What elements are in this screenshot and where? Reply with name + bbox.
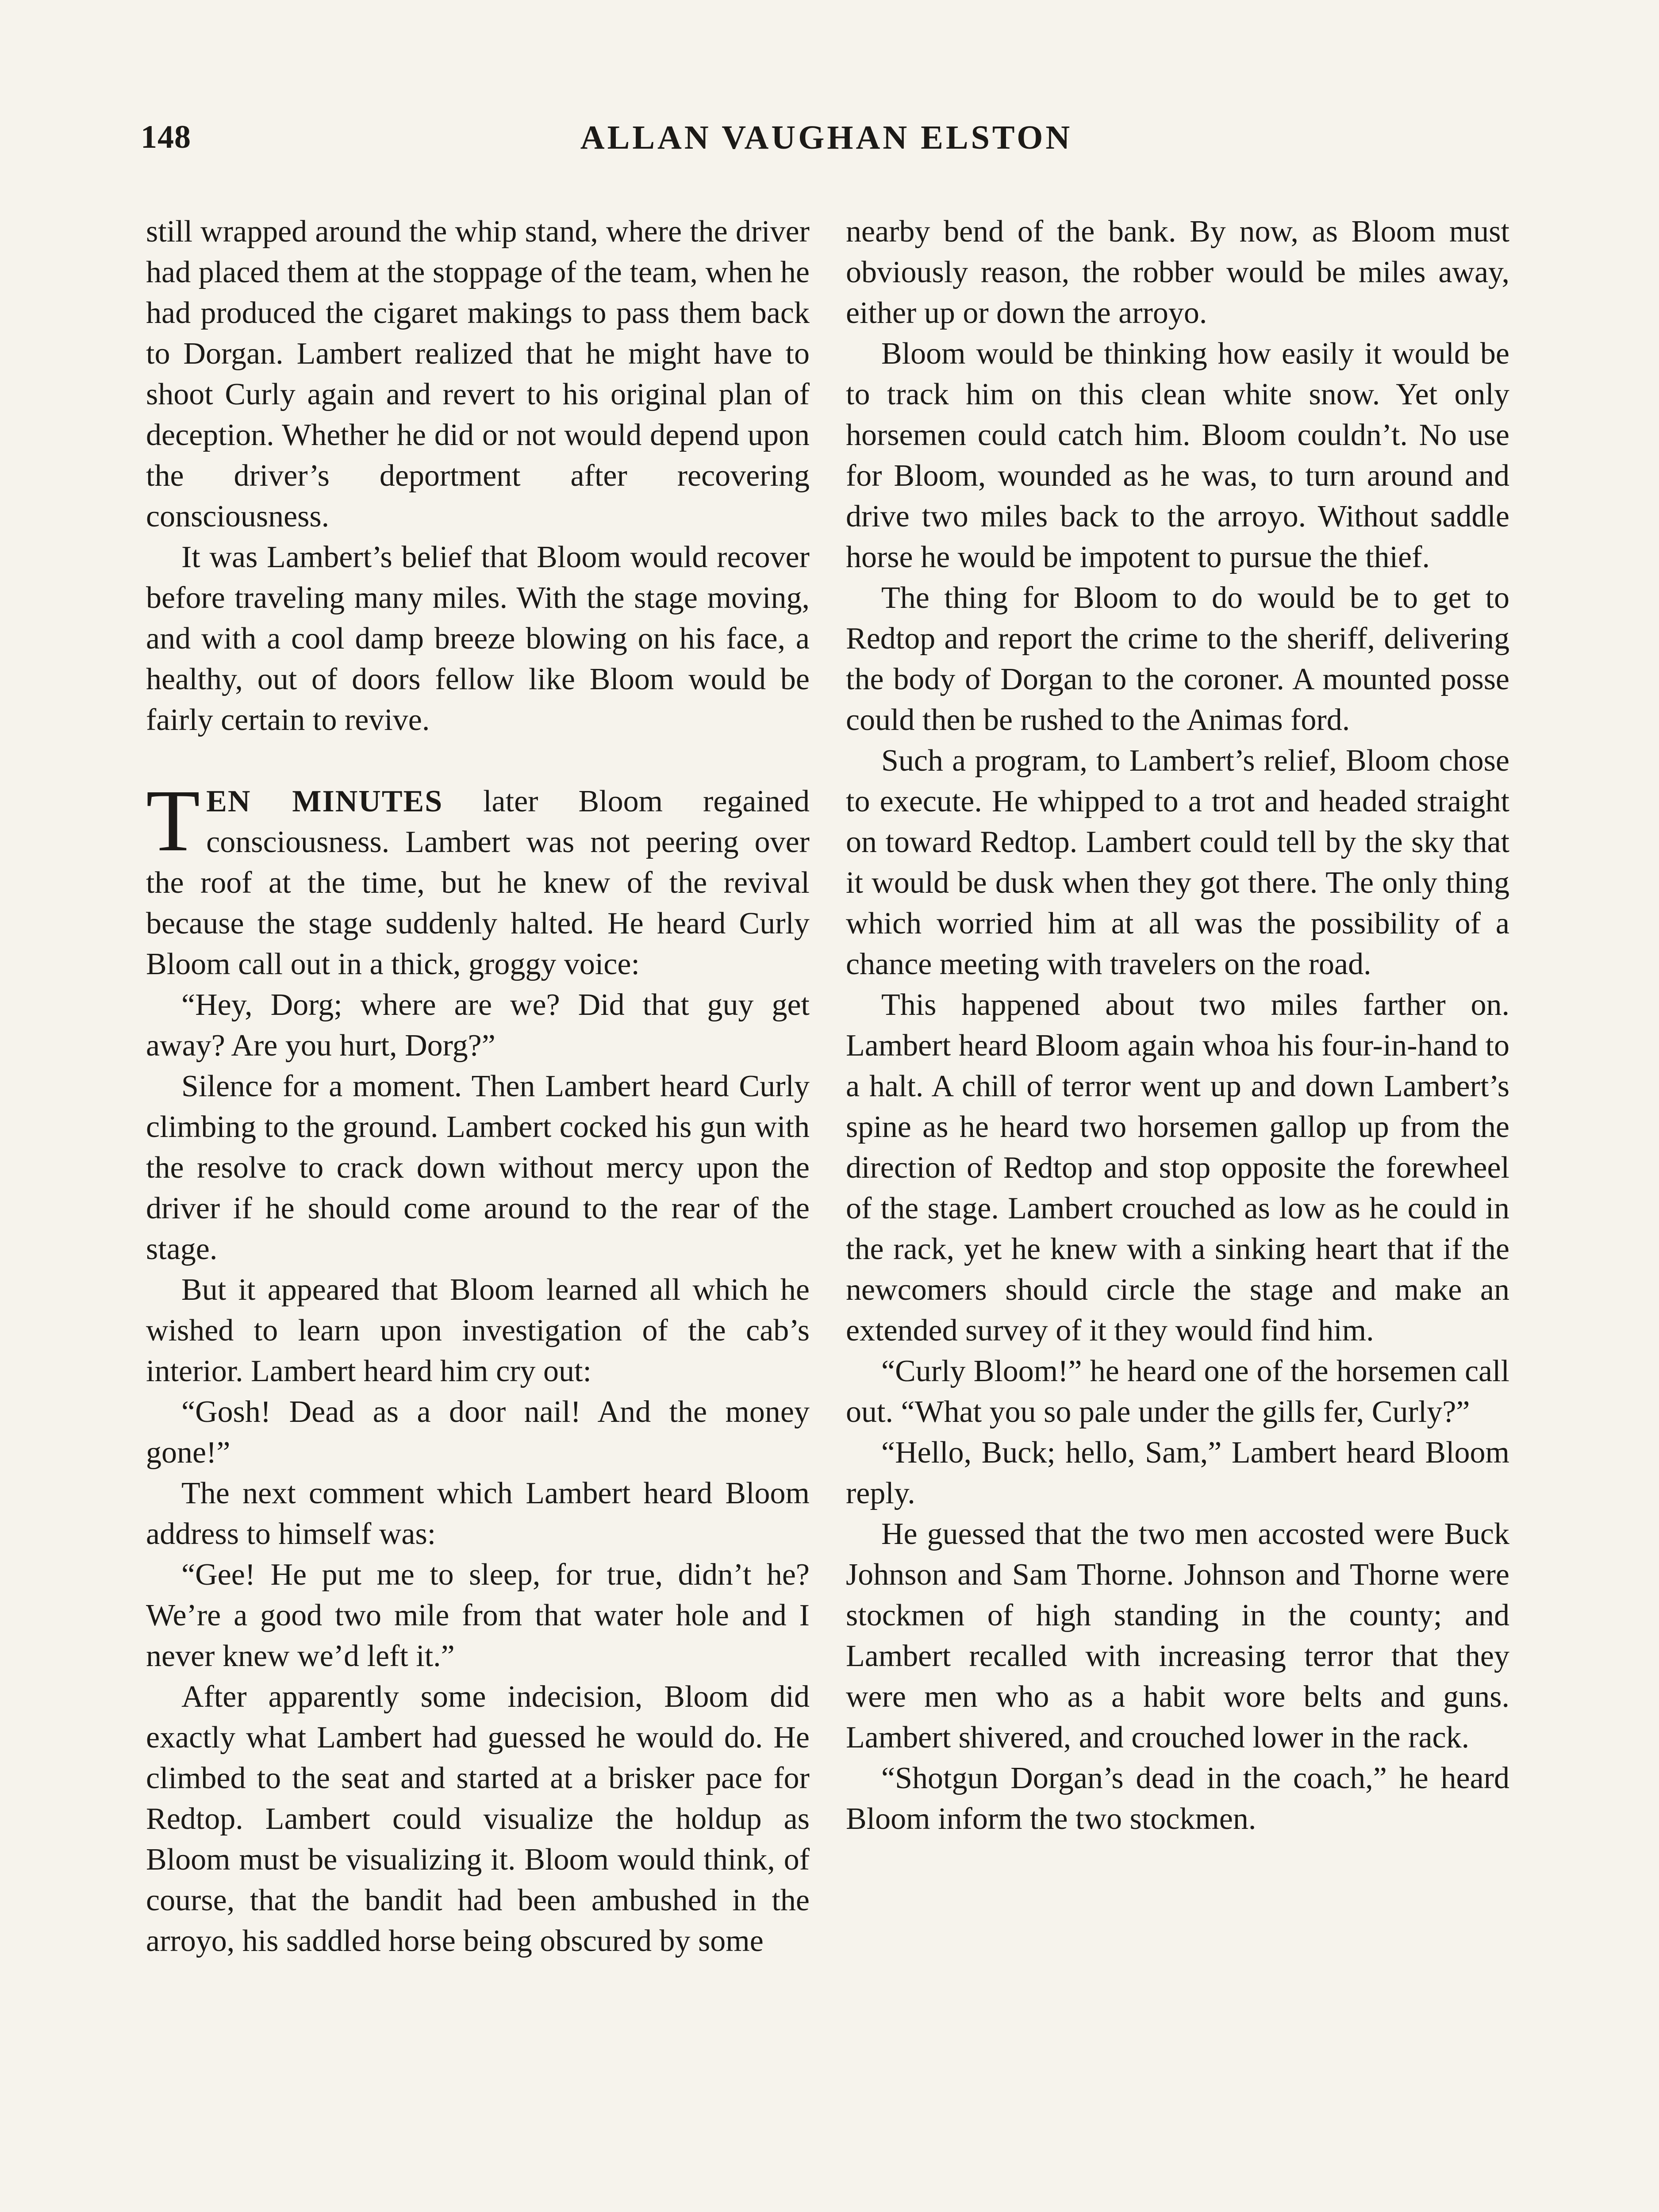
paragraph: “Hey, Dorg; where are we? Did that guy get away? Are you hurt, Dorg?” — [146, 988, 810, 1063]
paragraph: “Curly Bloom!” he heard one of the horsemen call out. “What you so pale under the gills fer, Curly?” — [846, 1354, 1509, 1429]
paragraph: But it appeared that Bloom learned all which he wished to learn upon investigation of the cab’s interior. Lambert heard him cry out: — [146, 1273, 810, 1388]
left-column — [146, 211, 810, 1962]
paragraph: Silence for a moment. Then Lambert heard Curly climbing to the ground. Lambert cocked his gun with the resolve to crack down without mercy upon the driver if he should come around to the rear of the stage. — [146, 1069, 810, 1266]
page-number: 148 — [141, 119, 191, 155]
section-lead-words: EN MINUTES — [206, 784, 443, 818]
paragraph: This happened about two miles farther on. Lambert heard Bloom again whoa his four-in-hand to a halt. A chill of terror went up and down Lambert’s spine as he heard two horsemen gallop up from the direction of Redtop and stop opposite the forewheel of the stage. Lambert crouched as low as he could in the rack, yet he knew with a sinking heart that if the newcomers should circle the stage and make an extended survey of it they would find him. — [846, 988, 1509, 1348]
right-column — [846, 211, 1509, 1839]
paragraph: Bloom would be thinking how easily it would be to track him on this clean white snow. Yet only horsemen could catch him. Bloom couldn’t. No use for Bloom, wounded as he was, to turn around and drive two miles back to the arroyo. Without saddle horse he would be impotent to pursue the thief. — [846, 337, 1509, 574]
paragraph: Such a program, to Lambert’s relief, Bloom chose to execute. He whipped to a trot and headed straight on toward Redtop. Lambert could tell by the sky that it would be dusk when they got there. The only thing which worried him at all was the possibility of a chance meeting with travelers on the road. — [846, 744, 1509, 981]
paragraph: “Gosh! Dead as a door nail! And the money gone!” — [146, 1395, 810, 1470]
paragraph: “Shotgun Dorgan’s dead in the coach,” he heard Bloom inform the two stockmen. — [846, 1761, 1509, 1836]
paragraph: The thing for Bloom to do would be to get to Redtop and report the crime to the sheriff, delivering the body of Dorgan to the coroner. A mounted posse could then be rushed to the Animas ford. — [846, 581, 1509, 737]
paragraph: nearby bend of the bank. By now, as Bloom must obviously reason, the robber would be miles away, either up or down the arroyo. — [846, 215, 1509, 330]
paragraph: The next comment which Lambert heard Bloom address to himself was: — [146, 1476, 810, 1551]
paragraph: It was Lambert’s belief that Bloom would recover before traveling many miles. With the stage moving, and with a cool damp breeze blowing on his face, a healthy, out of doors fellow like Bloom would be fairly certain to revive. — [146, 540, 810, 737]
running-head: ALLAN VAUGHAN ELSTON — [580, 119, 1073, 156]
paragraph: After apparently some indecision, Bloom did exactly what Lambert had guessed he would do. He climbed to the seat and started at a brisker pace for Redtop. Lambert could visualize the holdup as Bloom must be visualizing it. Bloom would think, of course, that the bandit had been ambushed in the arroyo, his saddled horse being obscured by some — [146, 1680, 810, 1958]
section-start-paragraph — [146, 772, 810, 985]
paragraph: “Gee! He put me to sleep, for true, didn’t he? We’re a good two mile from that water hole and I never knew we’d left it.” — [146, 1558, 810, 1673]
paragraph: He guessed that the two men accosted were Buck Johnson and Sam Thorne. Johnson and Thorne were stockmen of high standing in the county; and Lambert recalled with increasing terror that they were men who as a habit wore belts and guns. Lambert shivered, and crouched lower in the rack. — [846, 1517, 1509, 1755]
paragraph: “Hello, Buck; hello, Sam,” Lambert heard Bloom reply. — [846, 1436, 1509, 1510]
page-header — [141, 119, 1512, 172]
paragraph-text: later Bloom regained consciousness. Lambert was not peering over the roof at the time, but he knew of the revival because the stage suddenly halted. He heard Curly Bloom call out in a thick, groggy voice: — [146, 784, 810, 981]
paragraph: still wrapped around the whip stand, where the driver had placed them at the stoppage of the team, when he had produced the cigaret makings to pass them back to Dorgan. Lambert realized that he might have to shoot Curly again and revert to his original plan of deception. Whether he did or not would depend upon the driver’s deportment after recovering consciousness. — [146, 215, 810, 534]
drop-cap: T — [146, 772, 200, 870]
